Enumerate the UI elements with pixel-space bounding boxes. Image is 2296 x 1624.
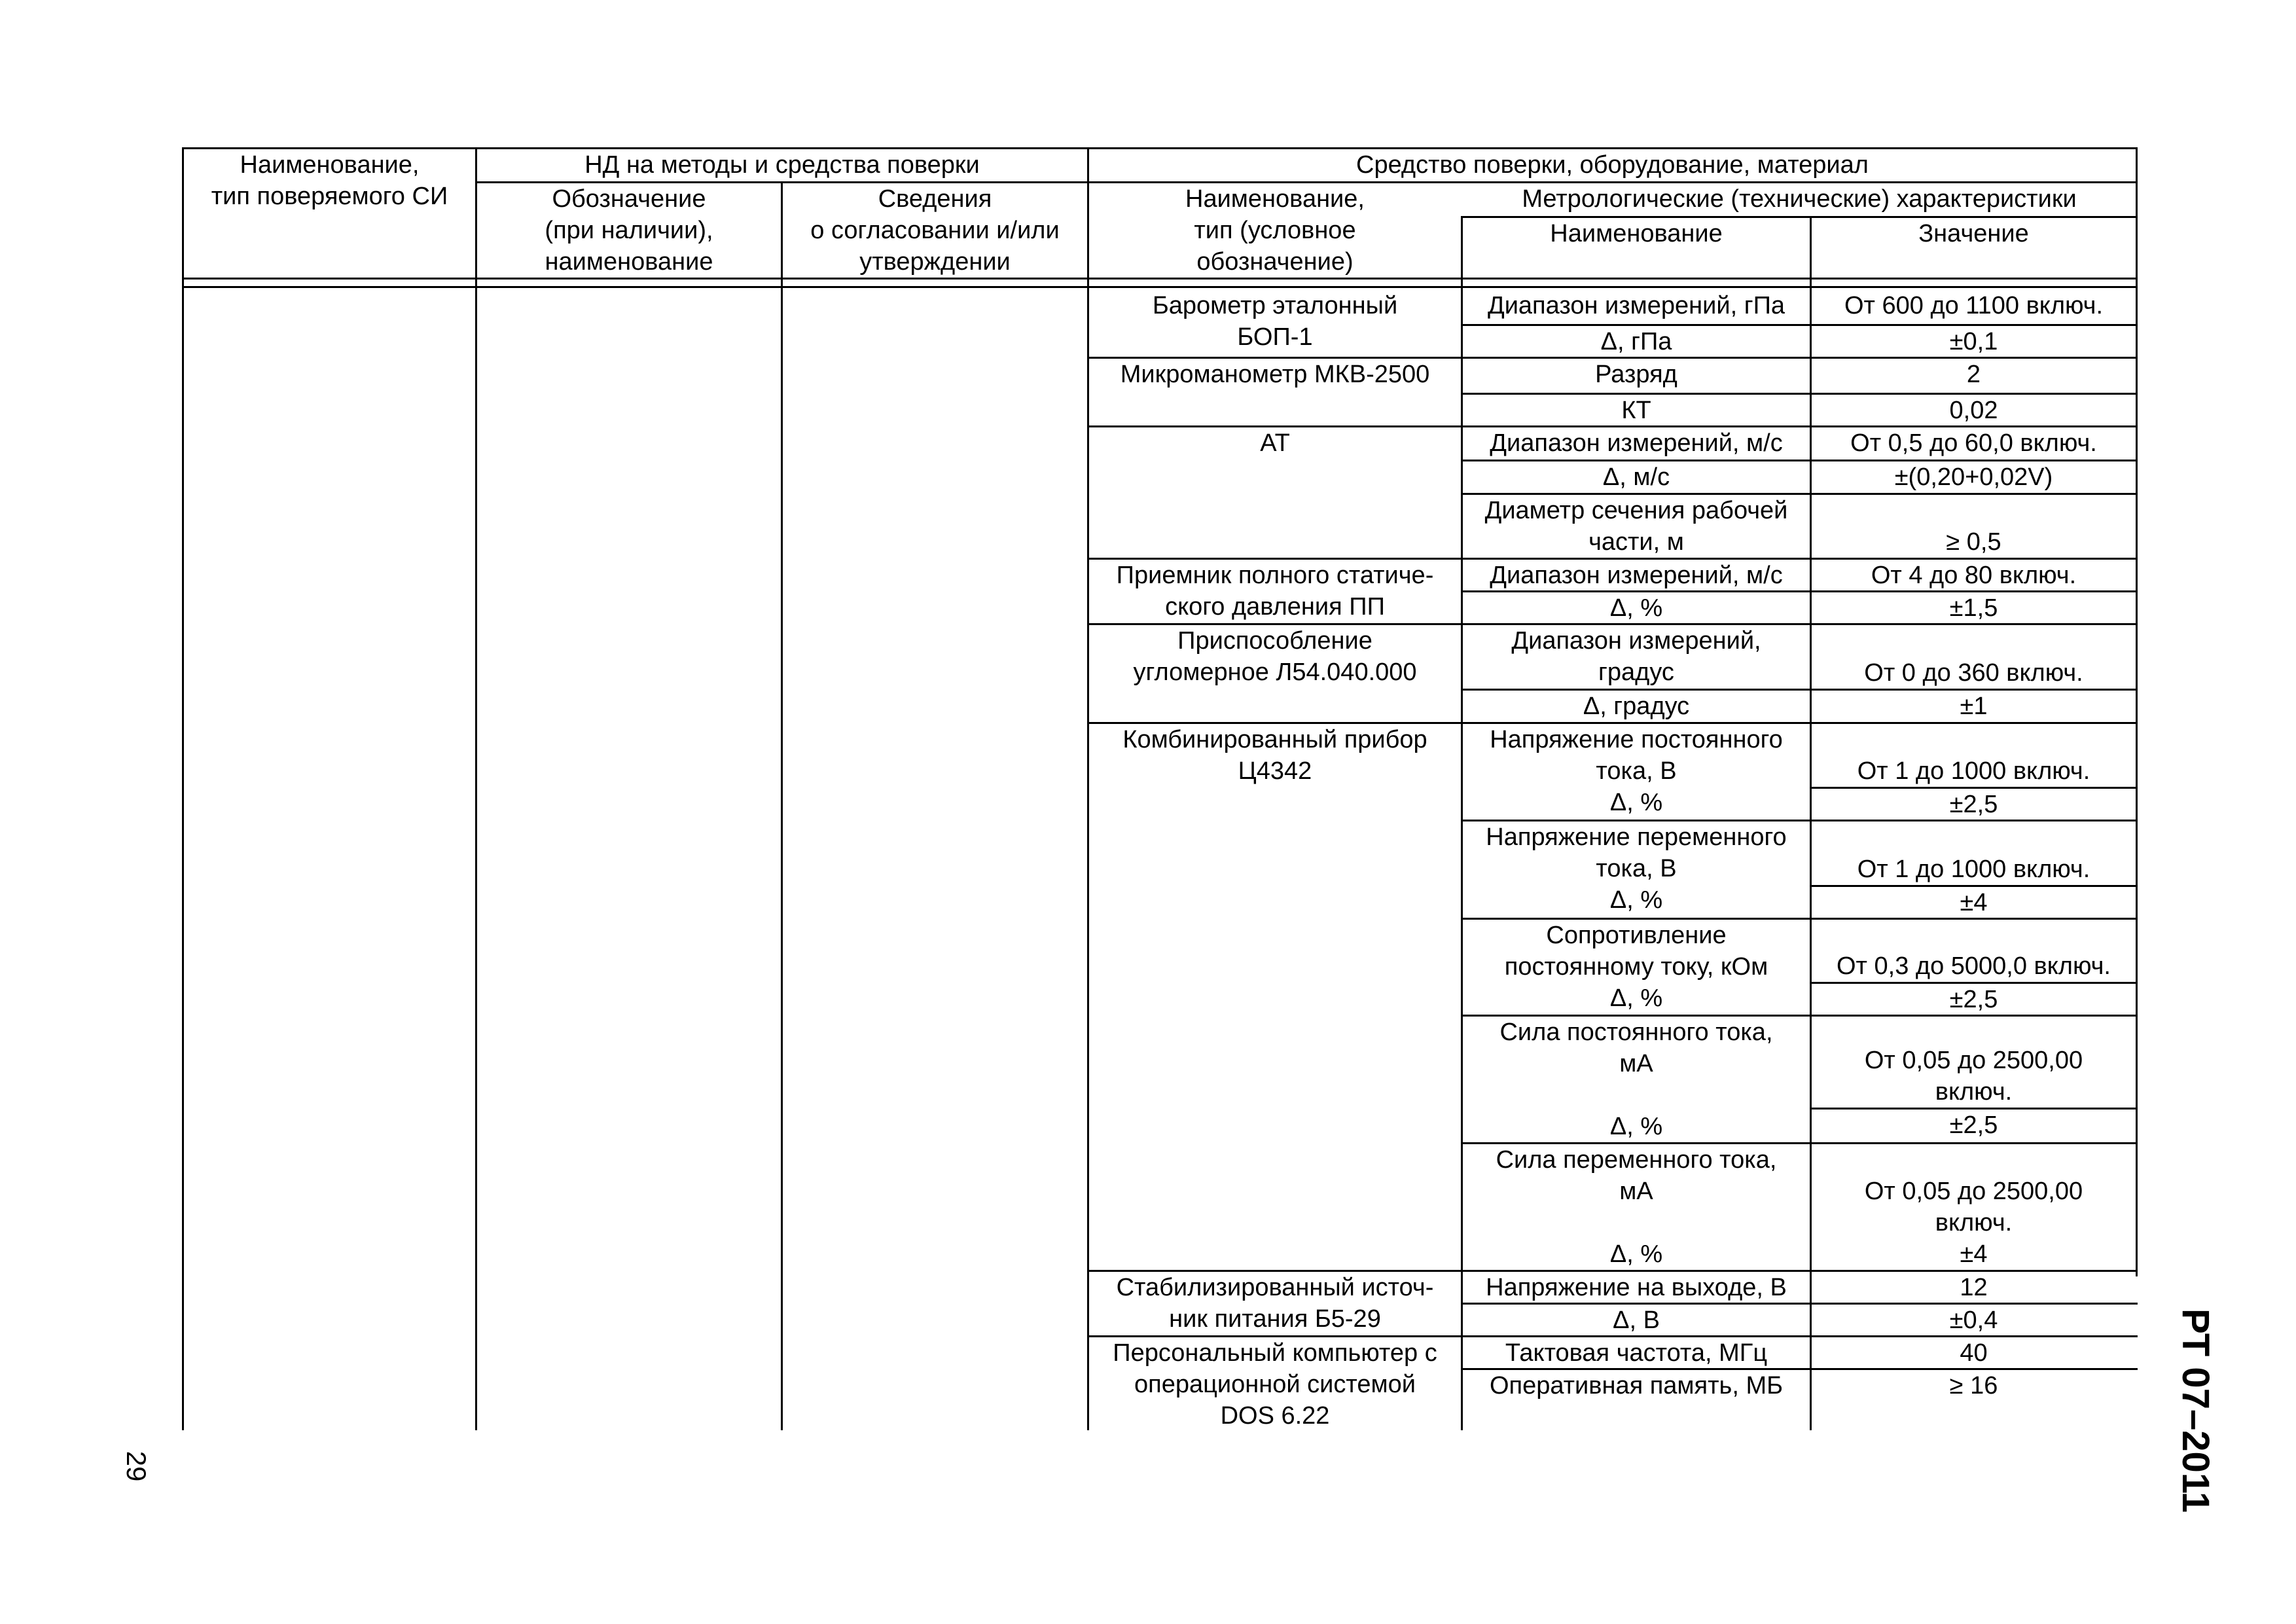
instrument-barometer: Барометр эталонный БОП-1 bbox=[1152, 292, 1398, 351]
char-value: ±1 bbox=[1960, 693, 1988, 720]
instrument-combined: Комбинированный прибор Ц4342 bbox=[1122, 726, 1427, 785]
header-nd-group: НД на методы и средства поверки bbox=[584, 151, 980, 179]
char-name: Напряжение на выходе, В bbox=[1486, 1274, 1787, 1301]
table-border bbox=[781, 181, 783, 1430]
document-code: РТ 07–2011 bbox=[2174, 1308, 2217, 1513]
header-metro-value: Значение bbox=[1918, 220, 2029, 247]
char-name: Сила постоянного тока, мА Δ, % bbox=[1499, 1019, 1773, 1140]
char-value: ±4 bbox=[1960, 889, 1988, 916]
char-name: Сила переменного тока, мА Δ, % bbox=[1496, 1146, 1777, 1268]
char-name: Тактовая частота, МГц bbox=[1505, 1339, 1768, 1367]
char-name: Сопротивление постоянному току, кОм Δ, % bbox=[1504, 922, 1768, 1012]
instrument-micromanometer: Микроманометр МКВ-2500 bbox=[1120, 361, 1430, 388]
char-name: Диапазон измерений, гПа bbox=[1487, 292, 1785, 319]
table-border bbox=[475, 147, 477, 1430]
char-name: КТ bbox=[1621, 397, 1651, 424]
header-tool-name: Наименование, тип (условное обозначение) bbox=[1185, 185, 1365, 276]
table-border bbox=[182, 286, 2138, 288]
char-value: От 0,05 до 2500,00 включ. bbox=[1864, 1178, 2083, 1236]
char-name: Диапазон измерений, м/с bbox=[1490, 562, 1783, 589]
char-value: От 0,05 до 2500,00 включ. bbox=[1864, 1047, 2083, 1106]
table-border bbox=[182, 278, 2138, 280]
char-value: ±1,5 bbox=[1949, 594, 1998, 622]
char-name: Оперативная память, МБ bbox=[1489, 1372, 1784, 1399]
char-value: От 0,3 до 5000,0 включ. bbox=[1837, 952, 2111, 980]
char-value: 0,02 bbox=[1949, 397, 1998, 424]
char-name: Δ, В bbox=[1613, 1307, 1660, 1334]
char-value: ±(0,20+0,02V) bbox=[1894, 463, 2053, 491]
char-value: ±2,5 bbox=[1949, 1111, 1998, 1139]
char-value: ≥ 0,5 bbox=[1946, 528, 2001, 556]
header-metro-name: Наименование bbox=[1550, 220, 1723, 247]
char-value: От 1 до 1000 включ. bbox=[1857, 757, 2090, 785]
char-value: ±2,5 bbox=[1949, 791, 1998, 818]
char-name: Разряд bbox=[1595, 361, 1677, 388]
header-nd-designation: Обозначение (при наличии), наименование bbox=[545, 185, 713, 276]
char-name: Напряжение переменного тока, В Δ, % bbox=[1486, 823, 1787, 914]
instrument-angle-device: Приспособление угломерное Л54.040.000 bbox=[1133, 627, 1417, 686]
char-name: Δ, гПа bbox=[1600, 328, 1672, 355]
instrument-at: АТ bbox=[1260, 429, 1290, 457]
char-value: 40 bbox=[1960, 1339, 1988, 1367]
char-name: Диапазон измерений, градус bbox=[1511, 627, 1761, 686]
char-value: ±4 bbox=[1960, 1240, 1988, 1268]
table-border bbox=[182, 147, 184, 1430]
char-value: От 4 до 80 включ. bbox=[1871, 562, 2077, 589]
char-value: От 0,5 до 60,0 включ. bbox=[1850, 429, 2097, 457]
char-value: 2 bbox=[1966, 361, 1981, 388]
char-value: 12 bbox=[1960, 1274, 1988, 1301]
char-name: Диаметр сечения рабочей части, м bbox=[1484, 497, 1788, 556]
char-value: ±2,5 bbox=[1949, 986, 1998, 1013]
instrument-computer: Персональный компьютер с операционной системой DOS 6.22 bbox=[1113, 1339, 1437, 1430]
instrument-receiver: Приемник полного статиче- ского давления ПП bbox=[1116, 562, 1434, 621]
instrument-power-supply: Стабилизированный источ- ник питания Б5-29 bbox=[1116, 1274, 1434, 1333]
char-name: Диапазон измерений, м/с bbox=[1490, 429, 1783, 457]
char-value: От 600 до 1100 включ. bbox=[1844, 292, 2104, 319]
header-metro-group: Метрологические (технические) характеристики bbox=[1522, 185, 2077, 213]
header-nd-approval: Сведения о согласовании и/или утверждении bbox=[810, 185, 1060, 276]
char-value: От 1 до 1000 включ. bbox=[1857, 856, 2090, 883]
char-name: Δ, м/с bbox=[1602, 463, 1670, 491]
char-value: От 0 до 360 включ. bbox=[1864, 659, 2083, 687]
char-value: ≥ 16 bbox=[1949, 1372, 1998, 1399]
header-instrument-name: Наименование, тип поверяемого СИ bbox=[211, 151, 448, 210]
char-name: Δ, % bbox=[1609, 594, 1663, 622]
char-name: Δ, градус bbox=[1583, 693, 1690, 720]
char-name: Напряжение постоянного тока, В Δ, % bbox=[1490, 726, 1783, 816]
char-value: ±0,1 bbox=[1949, 328, 1998, 355]
char-value: ±0,4 bbox=[1949, 1307, 1998, 1334]
header-tool-group: Средство поверки, оборудование, материал bbox=[1356, 151, 1869, 179]
page-number: 29 bbox=[121, 1451, 152, 1482]
